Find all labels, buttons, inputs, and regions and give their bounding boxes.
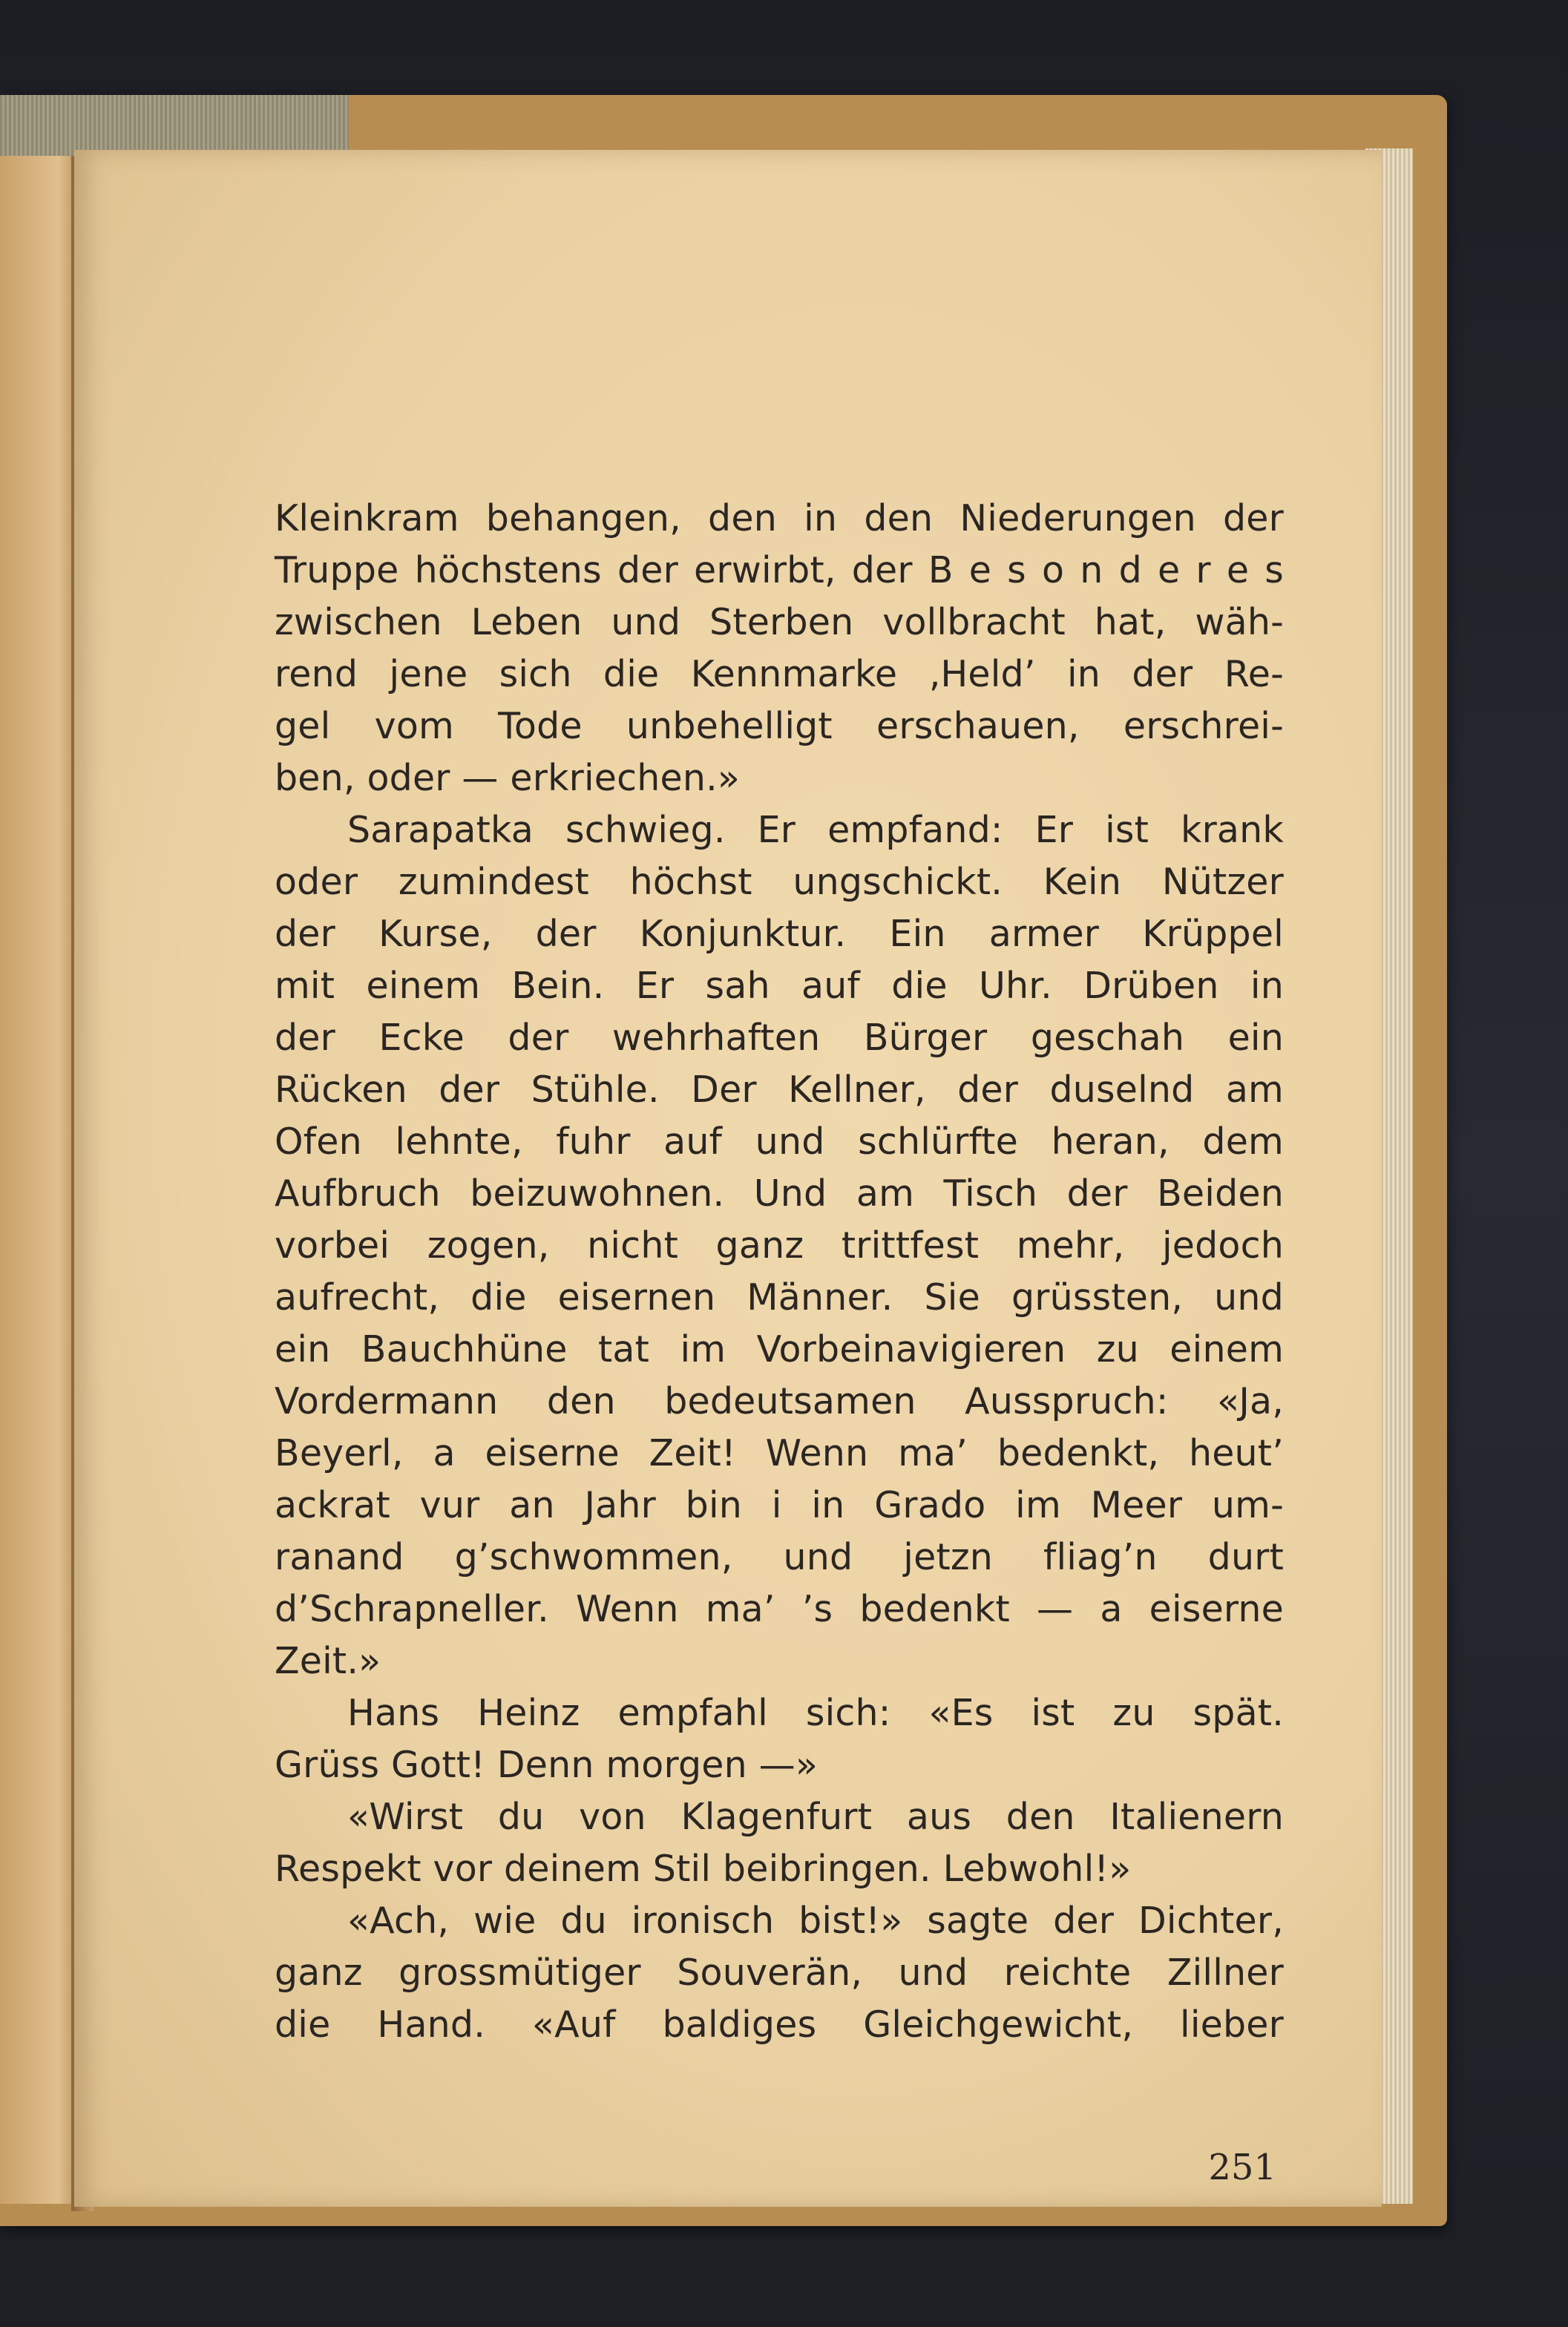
text-line: ein Bauchhüne tat im Vorbeinavigieren zu einem — [275, 1328, 1284, 1371]
text-line: ben, oder — erkriechen.» — [275, 757, 741, 799]
text-line: rend jene sich die Kennmarke ‚Held’ in der Re- — [275, 653, 1284, 695]
text-line: der Kurse, der Konjunktur. Ein armer Krüppel — [275, 913, 1284, 955]
text-line: Ofen lehnte, fuhr auf und schlürfte heran, dem — [275, 1120, 1284, 1163]
text-line: vorbei zogen, nicht ganz trittfest mehr, jedoch — [275, 1224, 1284, 1267]
text-line: der Ecke der wehrhaften Bürger geschah ein — [275, 1017, 1284, 1059]
text-line: Hans Heinz empfahl sich: «Es ist zu spät. — [347, 1692, 1284, 1734]
text-line: zwischen Leben und Sterben vollbracht hat, wäh- — [275, 601, 1284, 643]
text-line: Zeit.» — [275, 1640, 381, 1682]
text-line: d’Schrapneller. Wenn ma’ ’s bedenkt — a eiserne — [275, 1588, 1284, 1630]
text-line: Respekt vor deinem Stil beibringen. Lebwohl!» — [275, 1848, 1132, 1890]
text-line: «Wirst du von Klagenfurt aus den Italienern — [347, 1796, 1284, 1838]
text-line: «Ach, wie du ironisch bist!» sagte der Dichter, — [347, 1900, 1284, 1942]
text-line: gel vom Tode unbehelligt erschauen, erschrei- — [275, 705, 1284, 747]
text-line: ranand g’schwommen, und jetzn fliag’n durt — [275, 1536, 1284, 1578]
text-line: Vordermann den bedeutsamen Ausspruch: «Ja, — [275, 1380, 1284, 1422]
book-page — [74, 150, 1382, 2207]
text-line: Grüss Gott! Denn morgen —» — [275, 1744, 819, 1786]
text-line: Kleinkram behangen, den in den Niederungen der — [275, 497, 1284, 539]
text-line: Aufbruch beizuwohnen. Und am Tisch der Beiden — [275, 1172, 1284, 1215]
text-line: Truppe höchstens der erwirbt, der B e s o n d e r e s — [275, 549, 1284, 591]
text-line: aufrecht, die eisernen Männer. Sie grüssten, und — [275, 1276, 1284, 1319]
text-line: Beyerl, a eiserne Zeit! Wenn ma’ bedenkt, heut’ — [275, 1432, 1284, 1474]
page-number: 251 — [1208, 2147, 1276, 2188]
text-line: Sarapatka schwieg. Er empfand: Er ist krank — [347, 809, 1284, 851]
text-line: die Hand. «Auf baldiges Gleichgewicht, lieber — [275, 2003, 1284, 2046]
text-line: Rücken der Stühle. Der Kellner, der duselnd am — [275, 1069, 1284, 1111]
text-line: ackrat vur an Jahr bin i in Grado im Meer um- — [275, 1484, 1284, 1526]
text-line: ganz grossmütiger Souverän, und reichte Zillner — [275, 1952, 1284, 1994]
text-line: oder zumindest höchst ungschickt. Kein Nützer — [275, 861, 1284, 903]
text-line: mit einem Bein. Er sah auf die Uhr. Drüben in — [275, 965, 1284, 1007]
